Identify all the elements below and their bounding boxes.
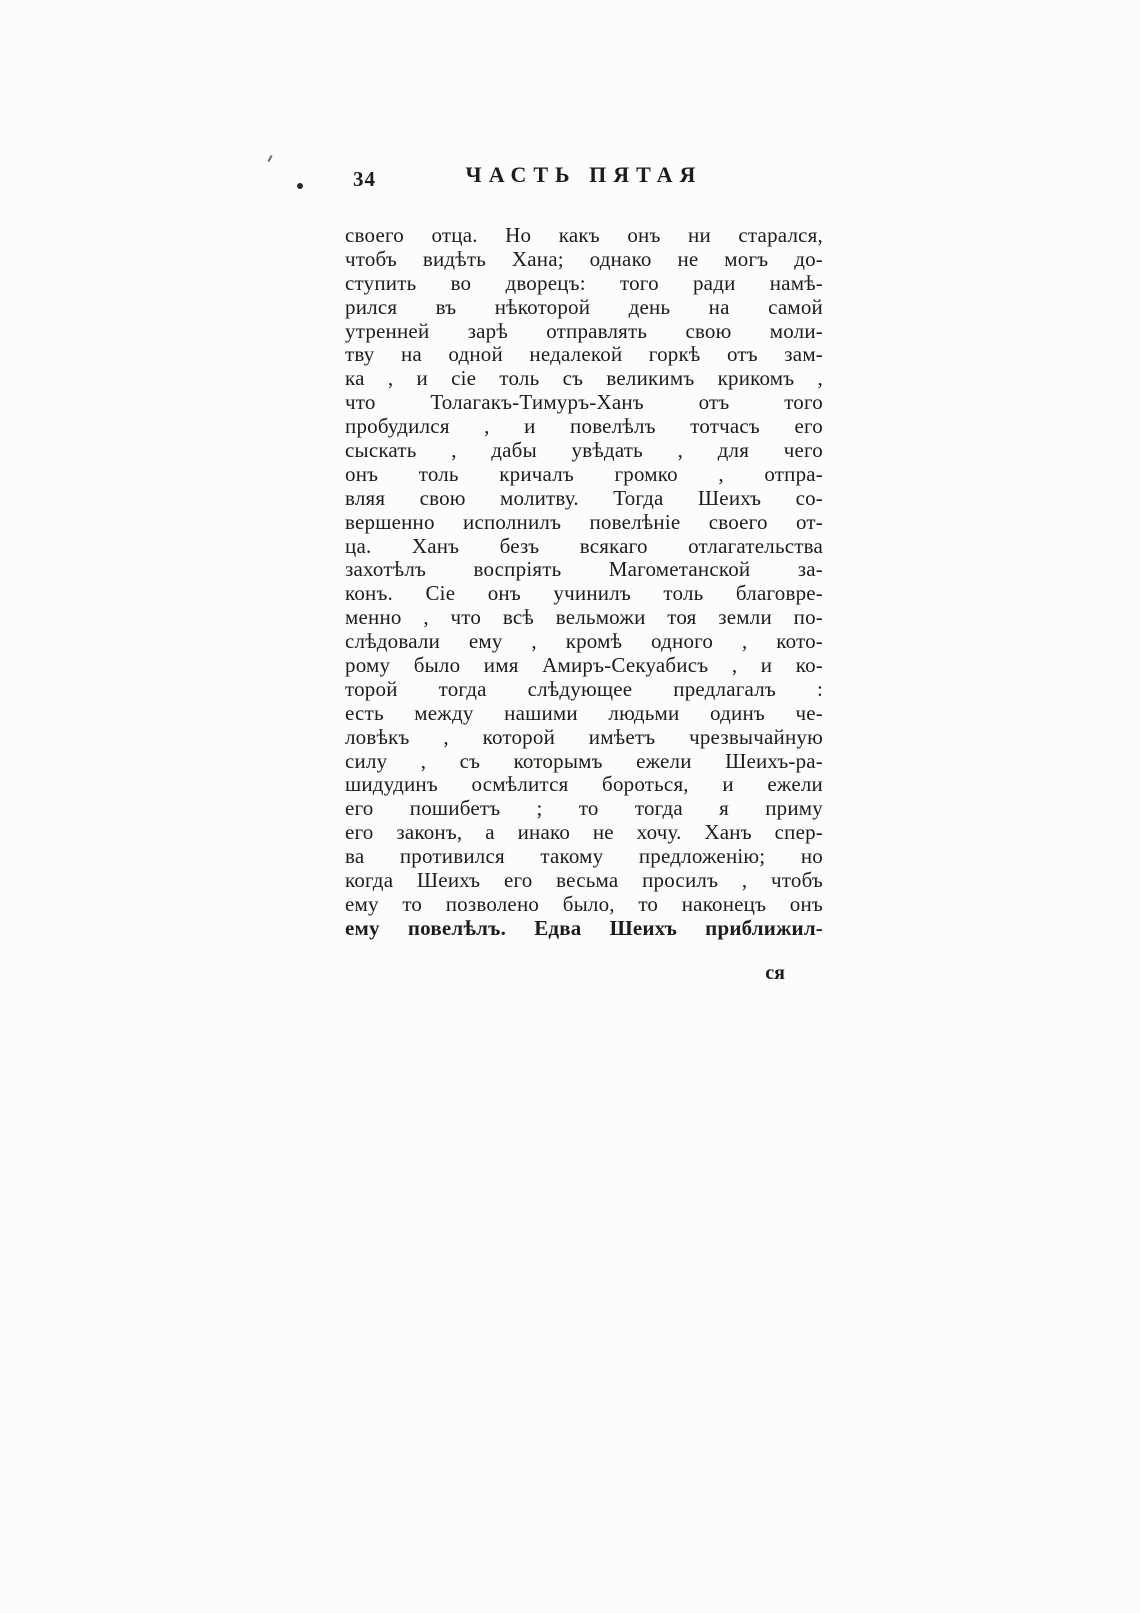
- text-line: вляя свою молитву. Тогда Шеихъ со-: [345, 485, 823, 510]
- text-line: ступить во дворецъ: того ради намѣ-: [345, 270, 823, 295]
- text-line: ка , и сіе толь съ великимъ крикомъ ,: [345, 366, 823, 391]
- text-line: торой тогда слѣдующее предлагалъ :: [345, 676, 823, 701]
- text-line: ловѣкъ , которой имѣетъ чрезвычайную: [345, 724, 823, 749]
- text-line: своего отца. Но какъ онъ ни старался,: [345, 223, 823, 247]
- page-number: 34: [353, 167, 376, 191]
- text-line: слѣдовали ему , кромѣ одного , кото-: [345, 629, 823, 654]
- text-line: ца. Ханъ безъ всякаго отлагательства: [345, 533, 823, 558]
- text-line: менно , что всѣ вельможи тоя земли по-: [345, 605, 823, 630]
- text-line: ва противился такому предложенію; но: [345, 844, 823, 869]
- text-line: пробудился , и повелѣлъ тотчасъ его: [345, 414, 823, 439]
- text-line: ему повелѣлъ. Едва Шеихъ приближил-: [345, 915, 823, 940]
- text-line: утренней зарѣ отправлять свою моли-: [345, 318, 823, 343]
- text-line: вершенно исполнилъ повелѣніе своего от-: [345, 509, 823, 534]
- text-line: онъ толь кричалъ громко , отпра-: [345, 461, 823, 486]
- text-line: есть между нашими людьми одинъ че-: [345, 700, 823, 725]
- text-line: сыскать , дабы увѣдать , для чего: [345, 438, 823, 463]
- text-line: его пошибетъ ; то тогда я приму: [345, 796, 823, 821]
- body-text: [345, 224, 823, 941]
- page-header: [345, 160, 823, 194]
- text-line: конъ. Сіе онъ учинилъ толь благовре-: [345, 581, 823, 606]
- ink-spot: [297, 183, 303, 189]
- catchword: ся: [765, 962, 785, 984]
- text-line: захотѣлъ воспріять Магометанской за-: [345, 557, 823, 582]
- text-line: шидудинъ осмѣлится бороться, и ежели: [345, 772, 823, 797]
- text-line: его законъ, а инако не хочу. Ханъ спер-: [345, 820, 823, 845]
- ink-speck: [267, 155, 272, 162]
- text-line: ему то позволено было, то наконецъ онъ: [345, 891, 823, 916]
- text-line: рился въ нѣкоторой день на самой: [345, 294, 823, 319]
- text-line: чтобъ видѣть Хана; однако не могъ до-: [345, 246, 823, 271]
- text-line: силу , съ которымъ ежели Шеихъ-ра-: [345, 748, 823, 773]
- text-line: что Толагакъ-Тимуръ-Ханъ отъ того: [345, 390, 823, 415]
- text-line: когда Шеихъ его весьма просилъ , чтобъ: [345, 868, 823, 893]
- running-title: ЧАСТЬ ПЯТАЯ: [465, 162, 703, 187]
- text-line: рому было имя Амиръ-Секуабисъ , и ко-: [345, 653, 823, 678]
- text-line: тву на одной недалекой горкѣ отъ зам-: [345, 342, 823, 367]
